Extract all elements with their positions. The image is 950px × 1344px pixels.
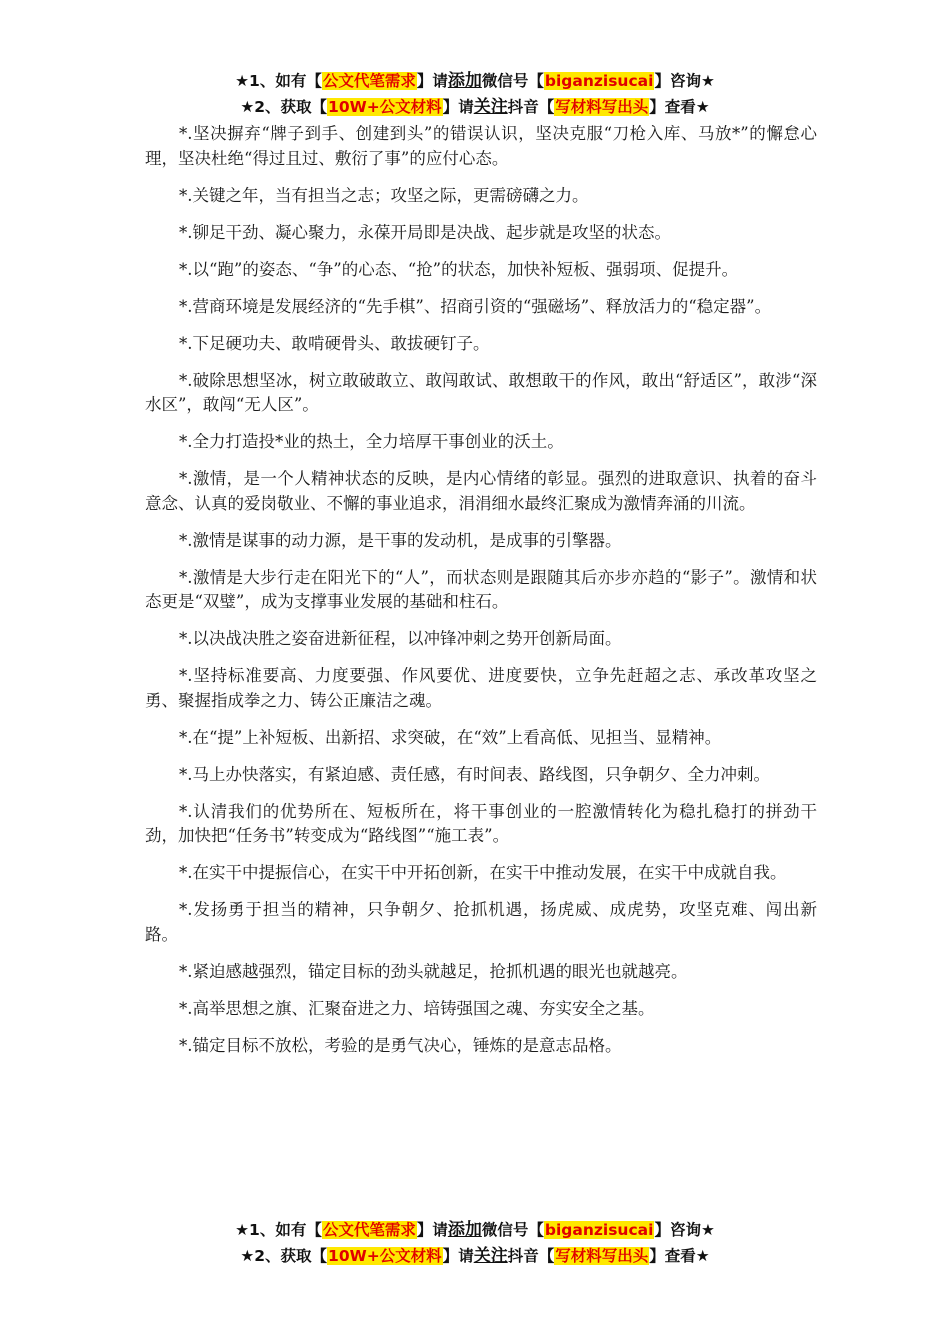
paragraph: *.发扬勇于担当的精神，只争朝夕、抢抓机遇，扬虎威、成虎势，攻坚克难、闯出新路。 <box>145 900 817 944</box>
paragraph: *.锚定目标不放松，考验的是勇气决心，锤炼的是意志品格。 <box>179 1035 622 1055</box>
paragraph: *.激情是谋事的动力源，是干事的发动机，是成事的引擎器。 <box>179 530 622 550</box>
promo-text: 】查看★ <box>649 1247 710 1265</box>
underline-follow: 关注 <box>473 1246 508 1266</box>
paragraph: *.以决战决胜之姿奋进新征程，以冲锋冲刺之势开创新局面。 <box>179 629 622 648</box>
promo-line-1 <box>0 1217 950 1243</box>
paragraph: *.下足硬功夫、敢啃硬骨头、敢拔硬钉子。 <box>179 333 490 353</box>
highlight-service: 公文代笔需求 <box>322 72 416 90</box>
promo-text: 】请 <box>442 98 474 116</box>
paragraph: *.紧迫感越强烈，锚定目标的劲头就越足，抢抓机遇的眼光也就越亮。 <box>179 961 688 981</box>
paragraph: *.以“跑”的姿态、“争”的心态、“抢”的状态，加快补短板、强弱项、促提升。 <box>179 259 739 279</box>
paragraph: *.关键之年，当有担当之志；攻坚之际，更需磅礴之力。 <box>179 185 589 205</box>
paragraph: *.破除思想坚冰，树立敢破敢立、敢闯敢试、敢想敢干的作风，敢出“舒适区”，敢涉“深水区”，敢闯“无人区”。 <box>145 370 817 414</box>
paragraph: *.在“提”上补短板、出新招、求突破，在“效”上看高低、见担当、显精神。 <box>179 727 722 747</box>
promo-banner-bottom <box>0 1217 950 1269</box>
paragraph: *.全力打造投*业的热土，全力培厚干事创业的沃土。 <box>179 432 564 451</box>
underline-add: 添加 <box>447 1220 482 1240</box>
paragraph: *.营商环境是发展经济的“先手棋”、招商引资的“强磁场”、释放活力的“稳定器”。 <box>179 296 772 316</box>
promo-text: 】请 <box>416 72 448 90</box>
promo-text: 】咨询★ <box>654 72 715 90</box>
promo-text: 】查看★ <box>649 98 710 116</box>
paragraph: *.坚决摒弃“牌子到手、创建到头”的错误认识，坚决克服“刀枪入库、马放*”的懈怠心理，坚决杜绝“得过且过、敷衍了事”的应付心态。 <box>145 124 817 168</box>
highlight-materials: 10W+公文材料 <box>328 98 442 116</box>
highlight-wechat-id: biganzisucai <box>544 72 654 90</box>
paragraph: *.激情，是一个人精神状态的反映，是内心情绪的彰显。强烈的进取意识、执着的奋斗意念、认真的爱岗敬业、不懈的事业追求，涓涓细水最终汇聚成为激情奔涌的川流。 <box>145 469 817 513</box>
highlight-wechat-id: biganzisucai <box>544 1221 654 1239</box>
highlight-douyin-id: 写材料写出头 <box>555 98 649 116</box>
paragraph: *.铆足干劲、凝心聚力，永葆开局即是决战、起步就是攻坚的状态。 <box>179 222 671 242</box>
promo-text: 】请 <box>416 1221 448 1239</box>
promo-text: 抖音【 <box>507 98 555 116</box>
paragraph: *.马上办快落实，有紧迫感、责任感，有时间表、路线图，只争朝夕、全力冲刺。 <box>179 764 770 784</box>
highlight-service: 公文代笔需求 <box>322 1221 416 1239</box>
highlight-douyin-id: 写材料写出头 <box>555 1247 649 1265</box>
promo-line-2 <box>0 1243 950 1269</box>
promo-line-1 <box>0 68 950 94</box>
promo-text: 微信号【 <box>481 1221 544 1239</box>
promo-text: ★1、如有【 <box>235 72 322 90</box>
promo-text: 抖音【 <box>507 1247 555 1265</box>
underline-follow: 关注 <box>473 97 508 117</box>
promo-text: ★2、获取【 <box>240 1247 328 1265</box>
underline-add: 添加 <box>447 71 482 91</box>
paragraph: *.激情是大步行走在阳光下的“人”，而状态则是跟随其后亦步亦趋的“影子”。激情和状态更是“双璧”，成为支撑事业发展的基础和柱石。 <box>145 567 817 611</box>
paragraph: *.坚持标准要高、力度要强、作风要优、进度要快，立争先赶超之志、承改革攻坚之勇、聚握指成拳之力、铸公正廉洁之魂。 <box>145 666 817 710</box>
paragraph: *.认清我们的优势所在、短板所在，将干事创业的一腔激情转化为稳扎稳打的拼劲干劲，加快把“任务书”转变成为“路线图”“施工表”。 <box>145 801 817 845</box>
promo-text: 微信号【 <box>481 72 544 90</box>
promo-line-2 <box>0 94 950 120</box>
promo-text: 】请 <box>442 1247 474 1265</box>
paragraph: *.在实干中提振信心，在实干中开拓创新，在实干中推动发展，在实干中成就自我。 <box>179 863 787 882</box>
document-body <box>145 122 817 1071</box>
promo-text: 】咨询★ <box>654 1221 715 1239</box>
highlight-materials: 10W+公文材料 <box>328 1247 442 1265</box>
promo-text: ★1、如有【 <box>235 1221 322 1239</box>
paragraph: *.高举思想之旗、汇聚奋进之力、培铸强国之魂、夯实安全之基。 <box>179 998 655 1018</box>
promo-text: ★2、获取【 <box>240 98 328 116</box>
promo-banner-top <box>0 68 950 120</box>
